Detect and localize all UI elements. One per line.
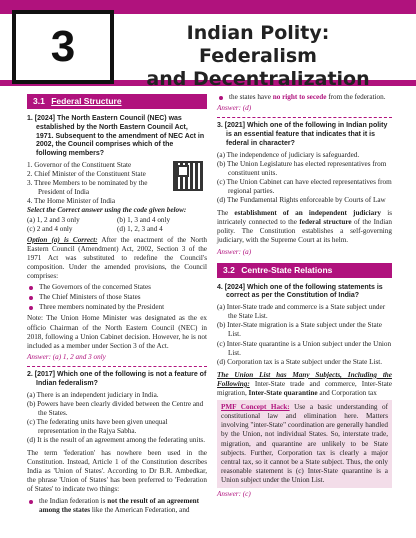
q2-bullet-1-text-b: not the result of an agreement among the states [39, 496, 200, 514]
q1-option: (c) 2 and 4 only [27, 224, 73, 233]
q1-option: (a) 1, 2 and 3 only [27, 215, 80, 224]
q3-exp-e: of the Indian polity. The Constitution establishes a self-governing judiciary, with the Supreme Court at its helm. [217, 218, 393, 245]
question-4: 4. [2024] Which one of the following statements is correct as per the Constitution of India? [217, 283, 383, 300]
q1-explanation-text: After the enactment of the North Eastern Council (Amendment) Act, 2002, Section 3 of the 1971 Act was substituted to redefine the Council's composition. Under the amended provisions, the Council comprises: [27, 235, 208, 281]
q4-exp-3: and Corporation tax [319, 389, 377, 398]
qr-code-icon [173, 161, 203, 191]
q4-exp-1: Inter-State trade and commerce, Inter-State migration, [217, 379, 392, 398]
chapter-number-box [12, 10, 114, 84]
q3-exp-a: The [217, 209, 229, 218]
q2-bullet-2-text-a: the states have [229, 93, 271, 101]
q1-answer: Answer: (a) 1, 2 and 3 only [27, 352, 106, 361]
q3-option: (b) The Union Legislature has elected representatives from constituent units. [217, 159, 387, 177]
question-3: 3. [2021] Which one of the following in Indian polity is an essential feature that indicates that it is federal in character? [217, 122, 388, 147]
q1-explanation-lead: Option (a) is Correct: [27, 235, 98, 244]
q4-option: (d) Corporation tax is a State subject under the State List. [217, 357, 383, 366]
q3-exp-b: establishment of an independent judiciary [234, 209, 381, 218]
section-label: Centre-State Relations [241, 264, 333, 275]
section-number: 3.1 [33, 96, 45, 106]
q1-option: (b) 1, 3 and 4 only [117, 215, 171, 224]
section-label: Federal Structure [51, 96, 122, 106]
chapter-number: 3 [50, 22, 76, 71]
q4-option: (b) Inter-State migration is a State subject under the State List. [217, 321, 382, 339]
divider [27, 366, 207, 367]
divider [217, 117, 392, 118]
q2-bullet-1 [27, 497, 207, 515]
left-column [27, 94, 207, 516]
q3-option: (d) The Fundamental Rights enforceable by Courts of Law [217, 196, 386, 205]
q2-explanation: The term 'federation' has nowhere been used in the Constitution. Instead, Article 1 of the Constitution describes India as 'Union of States'. According to Dr B.R. Ambedkar, the phrase 'Union of States' has been preferred to 'Federation of States' to indicate two things: [27, 449, 207, 494]
q4-answer: Answer: (c) [217, 489, 251, 498]
q3-answer: Answer: (a) [217, 247, 252, 256]
q4-exp-2: Inter-State quarantine [248, 389, 318, 398]
q1-instruction: Select the Correct answer using the code given below: [27, 206, 187, 215]
q1-bullet: The Chief Ministers of those States [27, 293, 207, 302]
q4-exp-heading: The Union List has Many Subjects, Including the Following: [217, 370, 392, 388]
pmf-tag: PMF Concept Hack: [221, 403, 290, 412]
chapter-title [128, 22, 388, 91]
q2-bullet-2 [217, 93, 392, 102]
question-1: 1. [2024] The North Eastern Council (NEC) was established by the North Eastern Council Act, 1971. Subsequent to the amendment of NEC Act in 2002, the Council comprises which of the following members? [27, 115, 205, 158]
q1-options [27, 216, 207, 234]
q2-option: (a) There is an independent judiciary in India. [27, 390, 159, 399]
section-header-3-1 [27, 94, 207, 109]
right-column [217, 92, 392, 503]
q2-option: (c) The federating units have been given unequal representation in the Rajya Sabha. [27, 417, 168, 435]
q2-option: (d) It is the result of an agreement among the federating units. [27, 436, 206, 445]
q4-explanation [217, 371, 392, 398]
q1-item: 4. The Home Minister of India [27, 197, 116, 206]
chapter-title-line1: Indian Polity: Federalism [186, 22, 330, 67]
q3-option: (a) The independence of judiciary is safeguarded. [217, 150, 360, 159]
q1-option: (d) 1, 2, 3 and 4 [117, 224, 163, 233]
q3-option: (c) The Union Cabinet can have elected representatives from regional parties. [217, 177, 392, 195]
q1-explanation [27, 236, 207, 281]
q1-item: 2. Chief Minister of the Constituent State [27, 170, 146, 179]
q2-answer: Answer: (d) [217, 104, 252, 113]
pmf-text: Use a basic understanding of constitutional law and elimination here. Matters involving "inter-State" coordination are generally handled by the Union, not individual States. So, interstate trade, migration, and quarantine are unlikely to be State subjects. Further, Corporation tax is clearly a major central tax, so it cannot be a State subject. Thus, the only reasonable statement is (c) Inter-State quarantine is a Union subject under the Union List. [221, 403, 388, 484]
section-header-3-2 [217, 263, 392, 278]
section-number: 3.2 [223, 264, 235, 275]
q1-item: 1. Governor of the Constituent State [27, 160, 132, 169]
q2-bullet-2-text-c: from the federation. [328, 93, 386, 101]
pmf-concept-box [217, 400, 392, 488]
q1-bullet: Three members nominated by the President [27, 303, 207, 312]
q3-exp-d: federal structure [299, 218, 352, 227]
q4-option: (c) Inter-State quarantine is a Union subject under the Union List. [217, 339, 392, 357]
q3-explanation [217, 209, 392, 245]
chapter-title-line2: and Decentralization [146, 68, 370, 90]
question-2: 2. [2017] Which one of the following is not a feature of Indian federalism? [27, 370, 207, 387]
q2-bullet-1-text-a: the Indian federation is [39, 496, 106, 505]
q3-exp-c: is intricately connected to the [217, 209, 392, 227]
q2-bullet-1-text-c: like the American Federation, and [91, 505, 190, 514]
q1-note: Note: The Union Home Minister was designated as the ex officio Chairman of the North Eastern Council (NEC) in 2018, following a Union Cabinet decision. However, he is not included as a member under Section 3 of the Act. [27, 314, 207, 350]
q1-items [27, 161, 167, 206]
q2-bullet-2-text-b: no right to secede [272, 93, 327, 101]
q1-item: 3. Three Members to be nominated by the President of India [27, 179, 148, 197]
q4-option: (a) Inter-State trade and commerce is a State subject under the State List. [217, 303, 386, 321]
q1-bullet: The Governors of the concerned States [27, 283, 207, 292]
q2-option: (b) Powers have been clearly divided between the Centre and the States. [27, 399, 204, 417]
